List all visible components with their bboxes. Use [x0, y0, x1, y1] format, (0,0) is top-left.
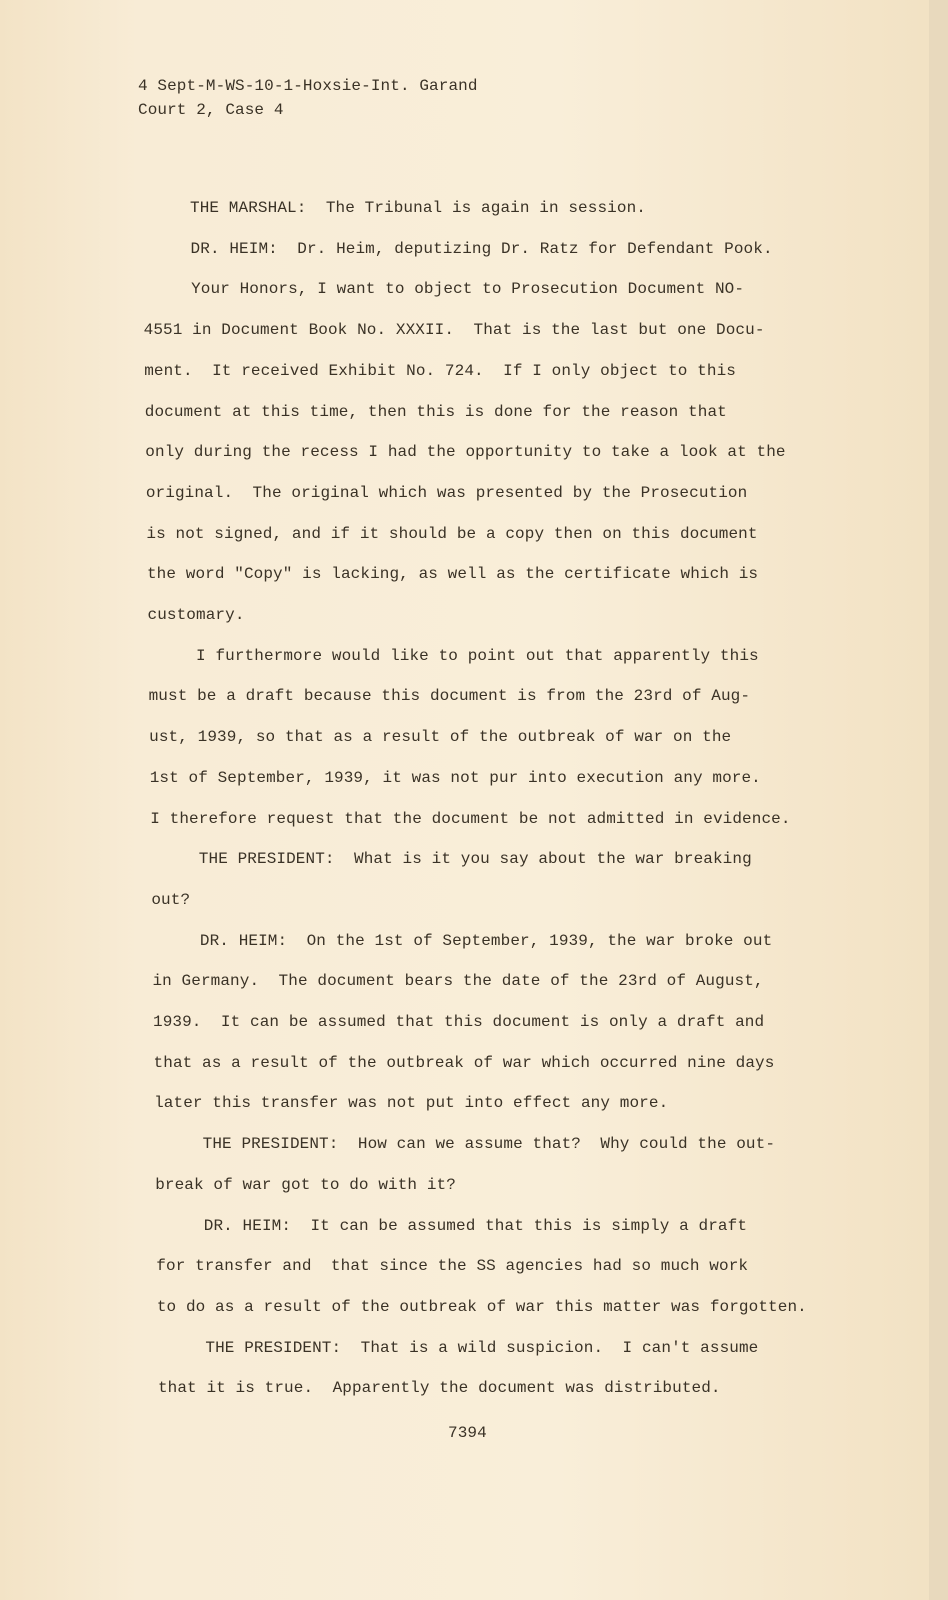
transcript-line: is not signed, and if it should be a copy then on this document: [146, 524, 758, 543]
transcript-line: for transfer and that since the SS agencies had so much work: [156, 1257, 749, 1276]
transcript-line: I therefore request that the document be not admitted in evidence.: [150, 809, 791, 828]
transcript-line: THE PRESIDENT: What is it you say about the war breaking: [198, 850, 752, 869]
header-court-case: Court 2, Case 4: [138, 101, 284, 119]
transcript-line: document at this time, then this is done for the reason that: [144, 402, 727, 421]
transcript-line: original. The original which was presented by the Prosecution: [145, 483, 748, 502]
transcript-line: in Germany. The document bears the date of the 23rd of August,: [152, 972, 764, 991]
transcript-line: THE MARSHAL: The Tribunal is again in session.: [190, 199, 646, 217]
transcript-line: that as a result of the outbreak of war which occurred nine days: [153, 1053, 775, 1072]
transcript-line: break of war got to do with it?: [155, 1175, 456, 1194]
transcript-line: to do as a result of the outbreak of war this matter was forgotten.: [156, 1297, 807, 1316]
transcript-line: only during the recess I had the opportunity to take a look at the: [145, 443, 786, 462]
page-number: 7394: [448, 1424, 487, 1442]
transcript-line: ust, 1939, so that as a result of the outbreak of war on the: [149, 728, 732, 747]
transcript-line: ment. It received Exhibit No. 724. If I only object to this: [144, 361, 736, 380]
transcript-line: DR. HEIM: On the 1st of September, 1939, the war broke out: [199, 931, 773, 950]
transcript-line: customary.: [147, 606, 245, 624]
transcript-line: 1939. It can be assumed that this document is only a draft and: [153, 1013, 765, 1031]
transcript-line: the word "Copy" is lacking, as well as the certificate which is: [146, 565, 759, 584]
transcript-line: must be a draft because this document is from the 23rd of Aug-: [148, 687, 751, 706]
transcript-line: that it is true. Apparently the document was distributed.: [157, 1379, 721, 1398]
transcript-line: out?: [151, 890, 191, 909]
transcript-line: 1st of September, 1939, it was not pur into execution any more.: [149, 768, 761, 787]
transcript-line: 4551 in Document Book No. XXXII. That is the last but one Docu-: [143, 321, 765, 340]
transcript-line: THE PRESIDENT: That is a wild suspicion. I can't assume: [205, 1338, 759, 1357]
transcript-line: DR. HEIM: Dr. Heim, deputizing Dr. Ratz for Defendant Pook.: [190, 239, 773, 258]
transcript-line: I furthermore would like to point out that apparently this: [196, 646, 759, 665]
header-reference: 4 Sept-M-WS-10-1-Hoxsie-Int. Garand: [138, 77, 478, 95]
transcript-line: later this transfer was not put into effect any more.: [154, 1094, 669, 1113]
page-edge: [929, 0, 948, 1600]
transcript-line: THE PRESIDENT: How can we assume that? Why could the out-: [202, 1135, 776, 1154]
transcript-line: Your Honors, I want to object to Prosecution Document NO-: [191, 280, 745, 299]
transcript-line: DR. HEIM: It can be assumed that this is simply a draft: [203, 1216, 748, 1235]
